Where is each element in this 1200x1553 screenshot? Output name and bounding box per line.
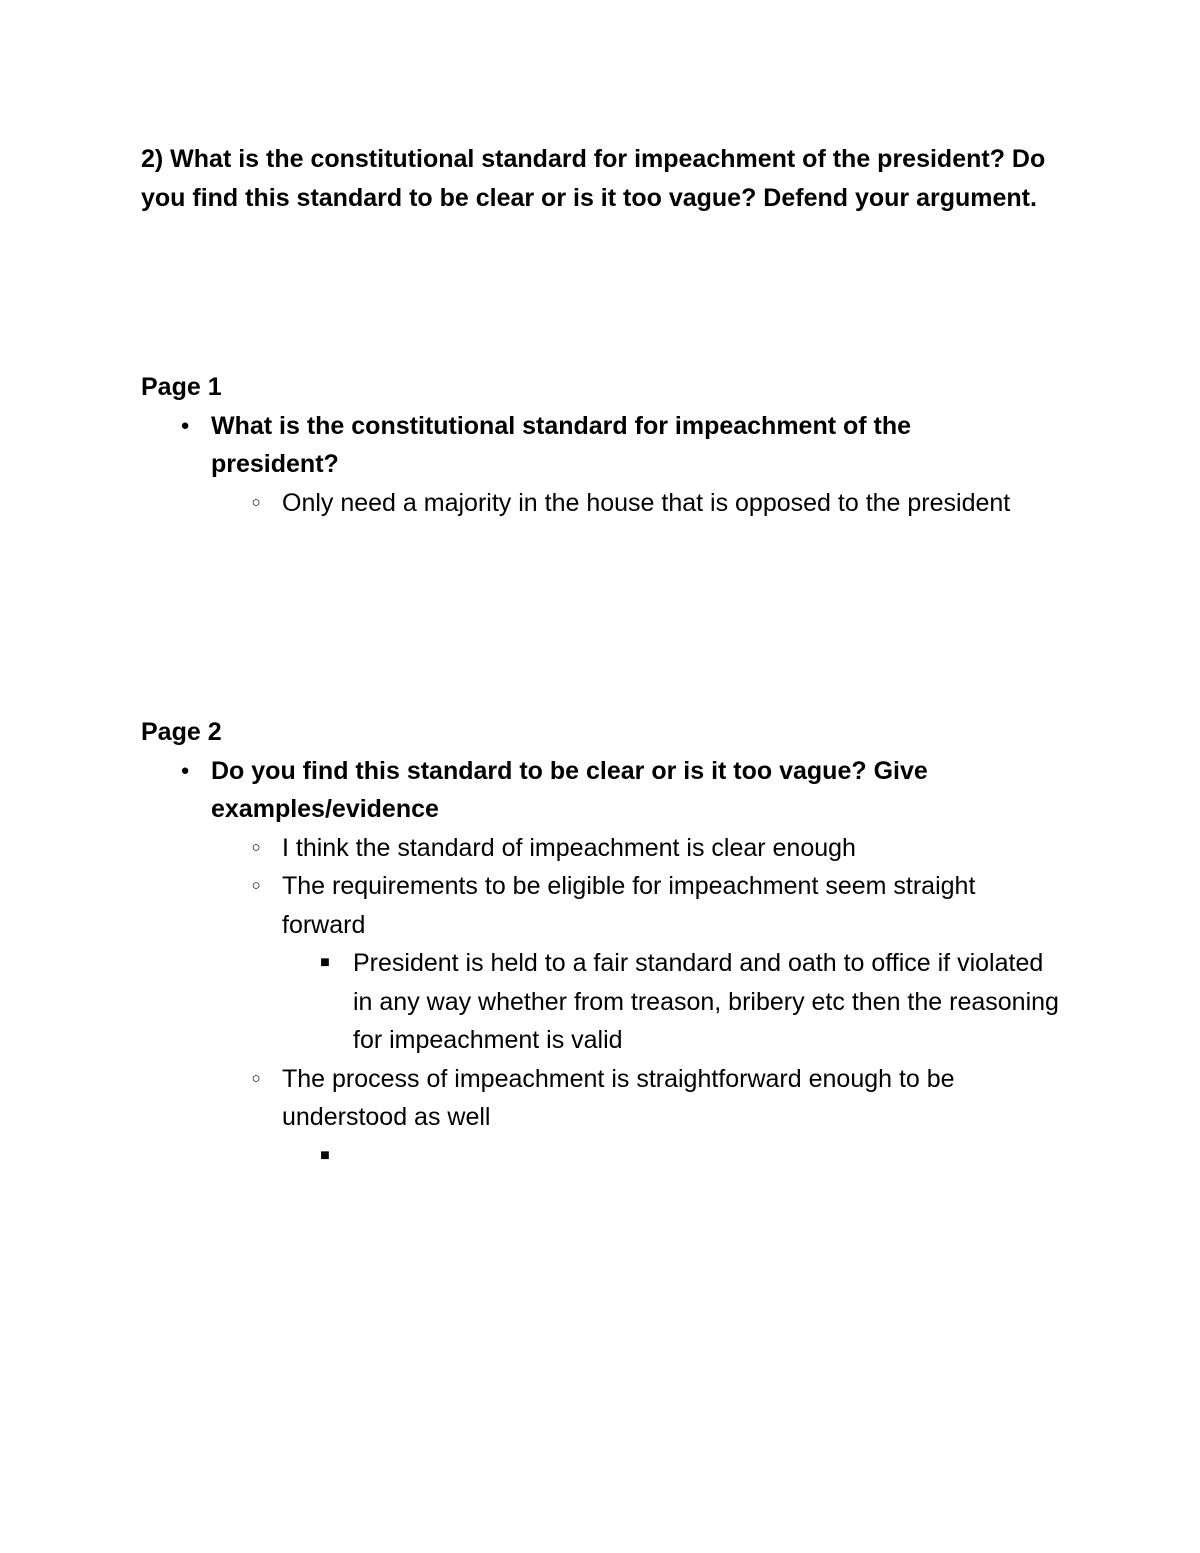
- list-item-prompt: [141, 407, 1101, 484]
- square-bullet-icon: ■: [320, 954, 330, 971]
- hollow-circle-bullet-icon: ○: [251, 1069, 261, 1087]
- sub-answer-text: [353, 1137, 1063, 1176]
- list-item-answer: [141, 484, 1101, 523]
- list-item-sub-answer: [141, 944, 1101, 1060]
- answer-text: The requirements to be eligible for impeachment seem straight forward: [282, 872, 976, 939]
- list-item-answer: [141, 1060, 1101, 1137]
- list-item-answer: [141, 829, 1101, 868]
- filled-circle-bullet-icon: ●: [180, 761, 190, 779]
- section-page-2: [141, 713, 1101, 1175]
- section-page-1: [141, 368, 1101, 522]
- section-heading: Page 1: [141, 373, 222, 401]
- list-item-prompt: [141, 752, 1101, 829]
- answer-text: I think the standard of impeachment is clear enough: [282, 833, 856, 862]
- hollow-circle-bullet-icon: ○: [251, 493, 261, 511]
- answer-text: Only need a majority in the house that is opposed to the president: [282, 488, 1011, 517]
- sub-answer-text: President is held to a fair standard and oath to office if violated in any way whether from treason, bribery etc then the reasoning for impeachment is valid: [353, 949, 1059, 1054]
- essay-question: 2) What is the constitutional standard for impeachment of the president? Do you find this standard to be clear or is it too vague? Defend your argument.: [141, 145, 1046, 212]
- filled-circle-bullet-icon: ●: [180, 416, 190, 434]
- square-bullet-icon: ■: [320, 1146, 330, 1164]
- list-item-answer: [141, 867, 1101, 944]
- prompt-text: What is the constitutional standard for impeachment of the president?: [211, 411, 912, 478]
- list-item-sub-answer-empty: [141, 1137, 1101, 1176]
- hollow-circle-bullet-icon: ○: [251, 838, 261, 856]
- section-heading: Page 2: [141, 718, 222, 746]
- answer-text: The process of impeachment is straightforward enough to be understood as well: [282, 1064, 955, 1131]
- prompt-text: Do you find this standard to be clear or is it too vague? Give examples/evidence: [211, 756, 928, 823]
- hollow-circle-bullet-icon: ○: [251, 877, 261, 894]
